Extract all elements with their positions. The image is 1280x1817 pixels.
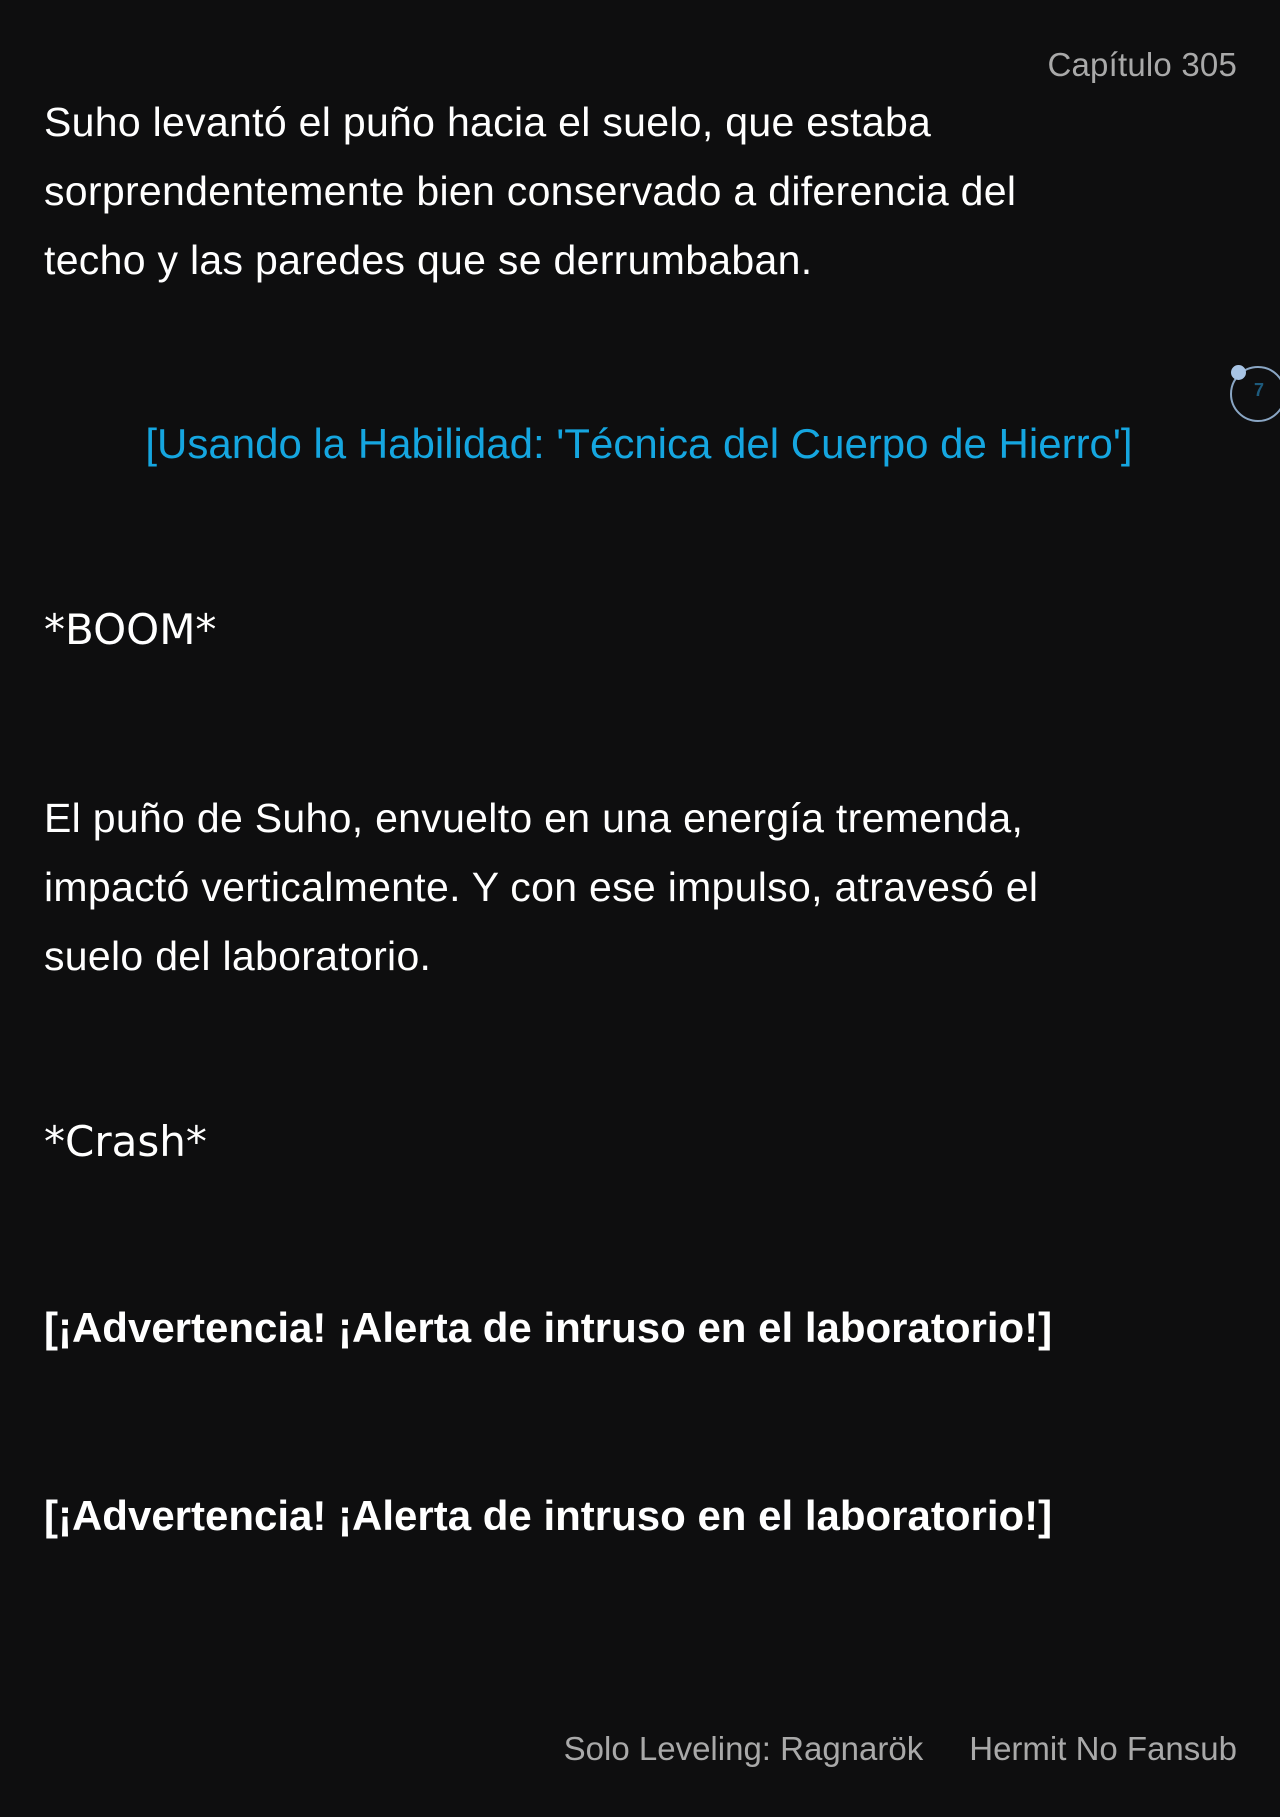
paragraph-2-line: impactó verticalmente. Y con ese impulso, atravesó el (44, 864, 1039, 910)
sound-effect-boom: *BOOM* (44, 605, 217, 654)
paragraph-1-line: Suho levantó el puño hacia el suelo, que estaba (44, 99, 932, 145)
paragraph-2-line: El puño de Suho, envuelto en una energía tremenda, (44, 795, 1024, 841)
progress-dot-icon (1231, 365, 1246, 380)
system-warning-2: [¡Advertencia! ¡Alerta de intruso en el laboratorio!] (44, 1492, 1053, 1539)
system-warning-1: [¡Advertencia! ¡Alerta de intruso en el laboratorio!] (44, 1304, 1053, 1351)
paragraph-1 (44, 88, 1214, 295)
paragraph-2 (44, 784, 1234, 991)
paragraph-1-line: sorprendentemente bien conservado a diferencia del (44, 168, 1017, 214)
paragraph-1-line: techo y las paredes que se derrumbaban. (44, 237, 813, 283)
page-progress-indicator[interactable] (1230, 366, 1280, 422)
footer (564, 1730, 1237, 1768)
chapter-label: Capítulo 305 (1047, 46, 1237, 83)
paragraph-2-line: suelo del laboratorio. (44, 933, 432, 979)
page-number: 7 (1254, 380, 1265, 400)
translator-credit: Hermit No Fansub (969, 1730, 1237, 1767)
skill-notice: [Usando la Habilidad: 'Técnica del Cuerpo de Hierro'] (145, 420, 1133, 467)
series-title: Solo Leveling: Ragnarök (563, 1730, 924, 1767)
sound-effect-crash: *Crash* (44, 1117, 207, 1166)
